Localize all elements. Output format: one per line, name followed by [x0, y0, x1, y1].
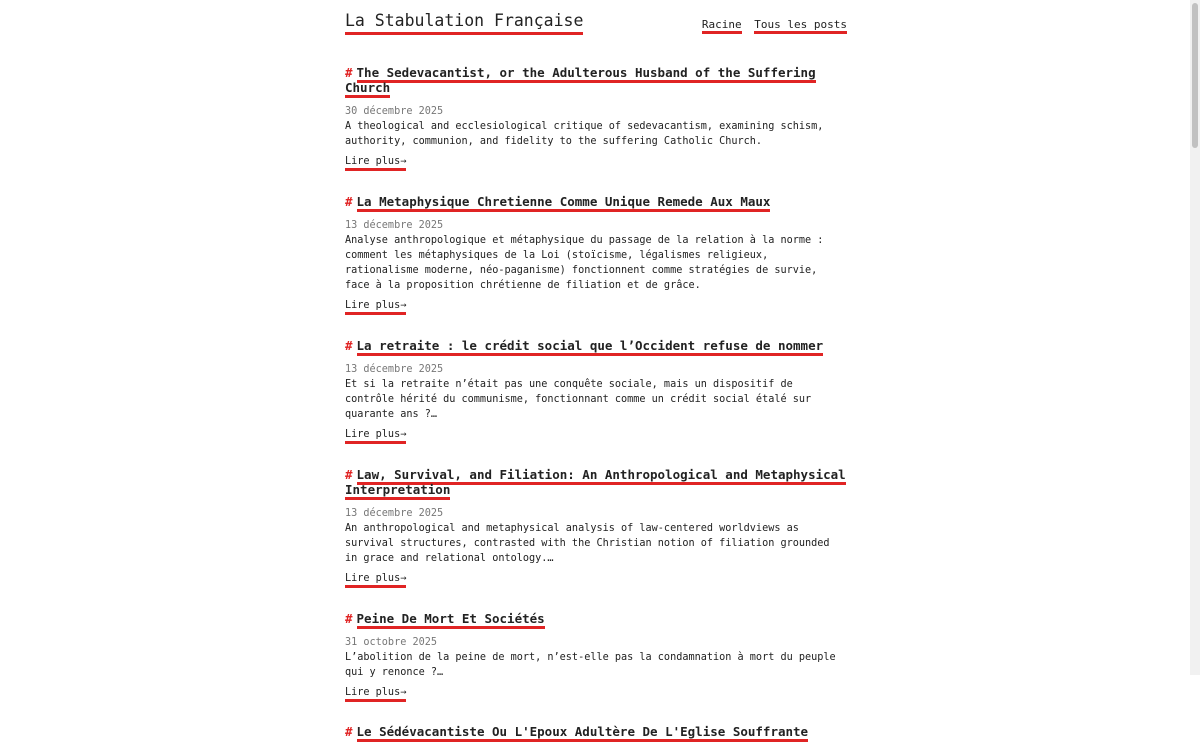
read-more-link[interactable]: Lire plus→ — [345, 686, 406, 702]
post-item — [345, 194, 847, 315]
post-item — [345, 611, 847, 702]
post-item — [345, 724, 847, 739]
read-more-link[interactable]: Lire plus→ — [345, 572, 406, 588]
post-item — [345, 467, 847, 588]
post-title-link[interactable]: The Sedevacantist, or the Adulterous Husband of the Suffering Church — [345, 65, 816, 98]
read-more-link[interactable]: Lire plus→ — [345, 155, 406, 171]
post-title — [345, 65, 847, 95]
nav-link-all-posts[interactable]: Tous les posts — [754, 18, 847, 34]
nav-link-racine[interactable]: Racine — [702, 18, 742, 34]
post-excerpt: L’abolition de la peine de mort, n’est-elle pas la condamnation à mort du peuple qui y renonce ?… — [345, 652, 836, 678]
post-title — [345, 467, 847, 497]
post-title-link[interactable]: Le Sédévacantiste Ou L'Epoux Adultère De L'Eglise Souffrante — [357, 724, 809, 742]
hash-icon: # — [345, 65, 353, 80]
page-scrollbar[interactable] — [1190, 0, 1200, 675]
post-title — [345, 611, 847, 626]
post-title — [345, 724, 847, 739]
read-more-link[interactable]: Lire plus→ — [345, 299, 406, 315]
post-date: 13 décembre 2025 — [345, 220, 444, 231]
post-date: 31 octobre 2025 — [345, 637, 438, 648]
post-title-link[interactable]: La retraite : le crédit social que l’Occident refuse de nommer — [357, 338, 824, 356]
post-title-link[interactable]: Peine De Mort Et Sociétés — [357, 611, 545, 629]
post-item — [345, 65, 847, 171]
post-excerpt: Et si la retraite n’était pas une conquête sociale, mais un dispositif de contrôle hérité du communisme, fonctionnant comme un crédit social étalé sur quarante ans ?… — [345, 379, 812, 420]
site-header — [345, 0, 847, 62]
post-title — [345, 194, 847, 209]
post-date: 30 décembre 2025 — [345, 106, 444, 117]
read-more-link[interactable]: Lire plus→ — [345, 428, 406, 444]
post-excerpt: An anthropological and metaphysical analysis of law-centered worldviews as survival structures, contrasted with the Christian notion of filiation grounded in grace and relational ontology.… — [345, 523, 830, 564]
top-nav — [699, 13, 847, 32]
post-excerpt: Analyse anthropologique et métaphysique du passage de la relation à la norme : comment les métaphysiques de la Loi (stoïcisme, légalismes religieux, rationalisme moderne, néo-paganisme) fonctionnent comme stratégies de survie, face à la proposition chrétienne de filiation et de grâce. — [345, 235, 824, 291]
post-title-link[interactable]: La Metaphysique Chretienne Comme Unique Remede Aux Maux — [357, 194, 771, 212]
post-date: 13 décembre 2025 — [345, 364, 444, 375]
hash-icon: # — [345, 338, 353, 353]
site-title-link[interactable]: La Stabulation Française — [345, 10, 583, 35]
scrollbar-thumb[interactable] — [1192, 3, 1198, 148]
hash-icon: # — [345, 194, 353, 209]
post-excerpt: A theological and ecclesiological critique of sedevacantism, examining schism, authority, communion, and fidelity to the suffering Catholic Church. — [345, 121, 824, 147]
hash-icon: # — [345, 467, 353, 482]
post-date: 13 décembre 2025 — [345, 508, 444, 519]
main-column — [345, 0, 847, 739]
post-title-link[interactable]: Law, Survival, and Filiation: An Anthropological and Metaphysical Interpretation — [345, 467, 846, 500]
post-item — [345, 338, 847, 444]
hash-icon: # — [345, 611, 353, 626]
hash-icon: # — [345, 724, 353, 739]
post-title — [345, 338, 847, 353]
